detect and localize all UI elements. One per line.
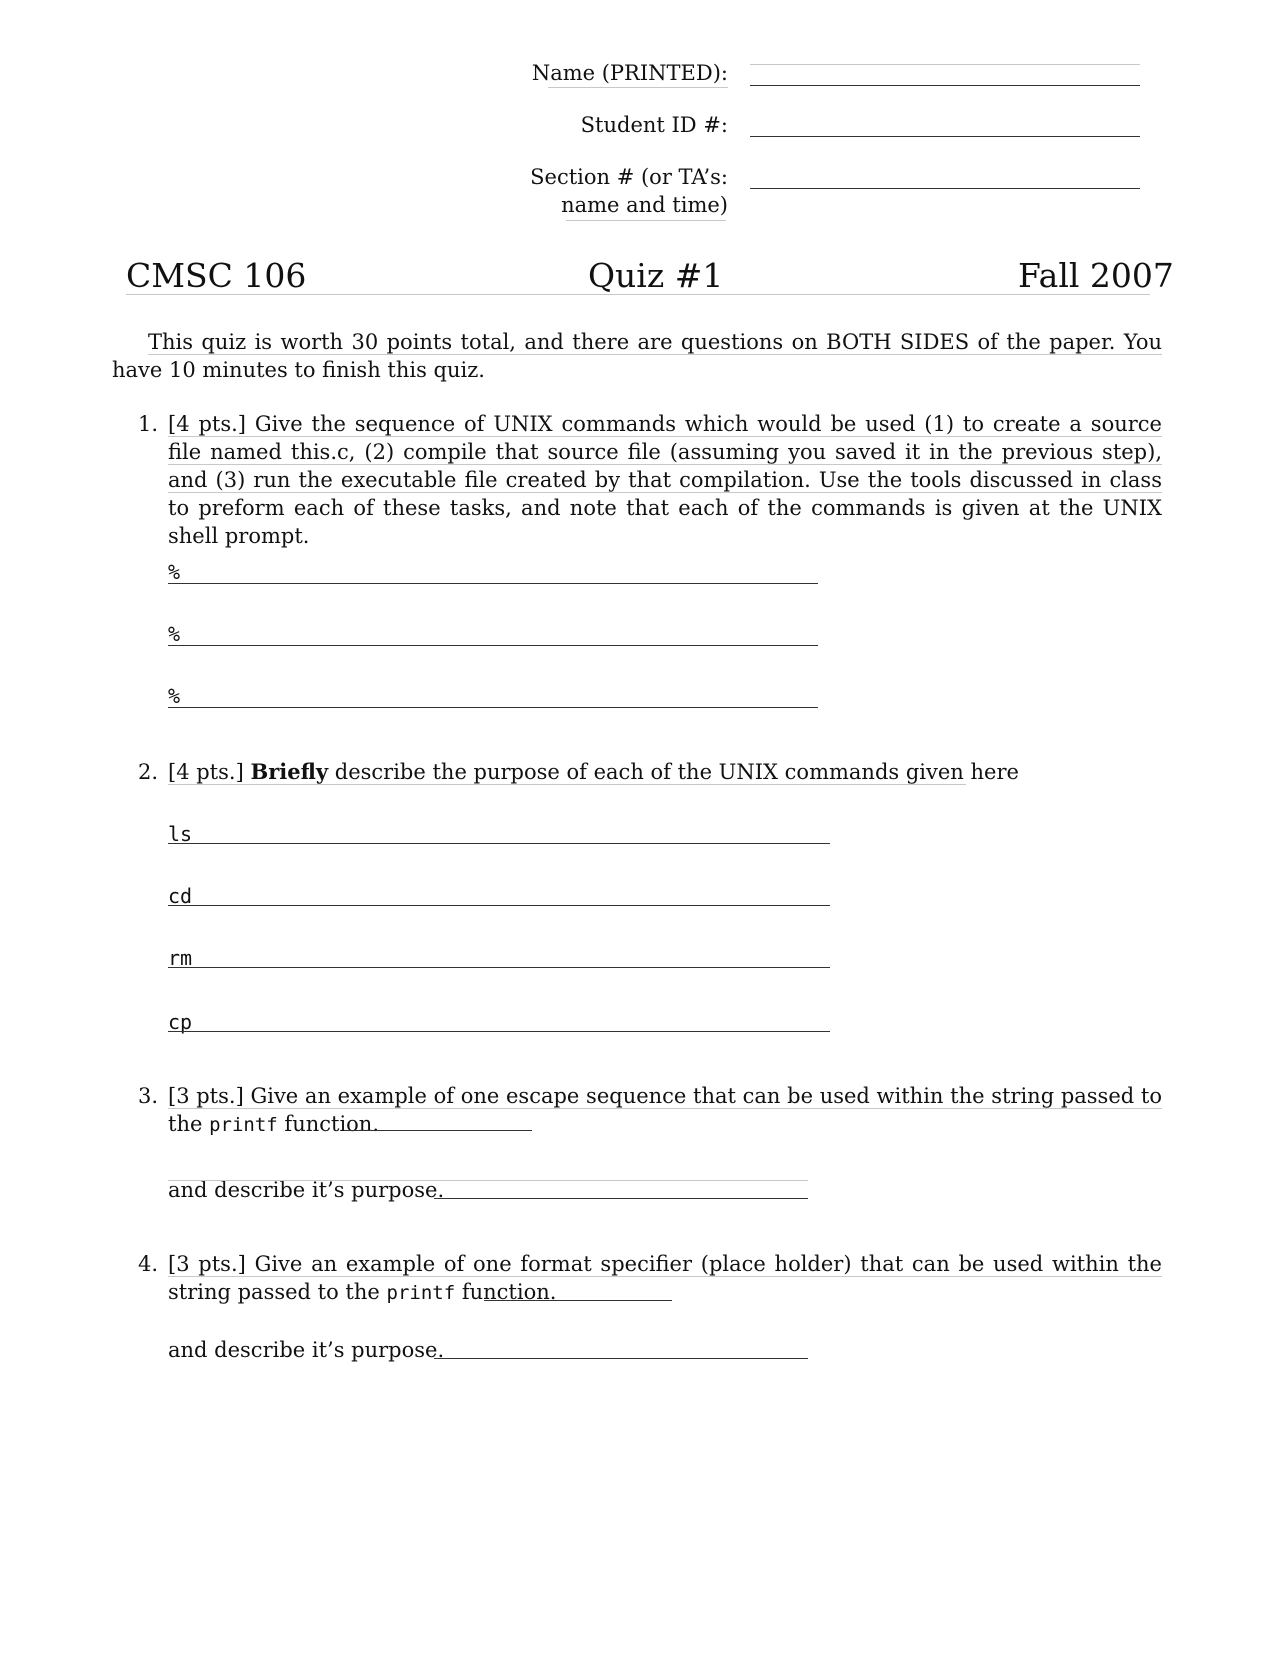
section-field[interactable] (750, 188, 1140, 189)
name-label: Name (PRINTED): (531, 61, 728, 85)
question-4-body-a: Give an example of one format specifier (place holder) that can be used within the string passed to the (168, 1252, 1162, 1304)
question-1-body: Give the sequence of UNIX commands which would be used (1) to create a source file named this.c, (2) compile that source file (assuming you saved it in the previous step), and (3) run the executable file created by that compilation. Use the tools discussed in class to preform each of these tasks, and note that each of the commands is given at the UNIX shell prompt. (168, 412, 1162, 548)
question-4-points: [3 pts.] (168, 1252, 246, 1276)
question-3-number: 3. (138, 1084, 159, 1108)
title-underline (126, 294, 1150, 295)
question-4-body-b: function. (461, 1280, 557, 1304)
answer-line-cd[interactable] (168, 905, 830, 906)
question-2-underline (168, 784, 966, 785)
intro-underline (148, 354, 1162, 355)
question-1-points: [4 pts.] (168, 412, 246, 436)
question-4-text (168, 1250, 1162, 1307)
question-4-underline (168, 1276, 1162, 1277)
student-id-field[interactable] (750, 136, 1140, 137)
question-2-body: describe the purpose of each of the UNIX commands given here (334, 760, 1019, 784)
term-title: Fall 2007 (1018, 256, 1174, 295)
question-3-body-b: function. (284, 1112, 380, 1136)
answer-line-command-3[interactable] (168, 707, 818, 708)
name-field[interactable] (750, 85, 1140, 86)
question-4-number: 4. (138, 1252, 159, 1276)
question-1-underline-a (168, 436, 1162, 437)
section-label-line2: name and time) (561, 193, 728, 217)
section-label-line1: Section # (or TA’s: (530, 165, 728, 189)
quiz-title: Quiz #1 (588, 256, 724, 295)
question-3-describe-upper (168, 1180, 808, 1181)
question-3-text (168, 1082, 1162, 1139)
command-ls: ls (168, 822, 193, 846)
answer-line-escape-sequence[interactable] (344, 1130, 532, 1131)
question-2-points: [4 pts.] (168, 760, 244, 784)
question-3-body-a: Give an example of one escape sequence that can be used within the string passed to the (168, 1084, 1162, 1136)
question-4-code: printf (386, 1282, 456, 1304)
intro-paragraph (112, 328, 1162, 384)
answer-line-command-1[interactable] (168, 583, 818, 584)
intro-text: This quiz is worth 30 points total, and there are questions on BOTH SIDES of the paper. You have 10 minutes to finish this quiz. (112, 330, 1162, 382)
answer-line-escape-purpose[interactable] (434, 1198, 808, 1199)
prompt-symbol-2: % (168, 622, 181, 646)
answer-line-ls[interactable] (168, 843, 830, 844)
question-4-describe: and describe it’s purpose. (168, 1338, 445, 1362)
command-cp: cp (168, 1010, 193, 1034)
question-3-underline (168, 1108, 1162, 1109)
section-label-underline (566, 220, 726, 221)
student-id-label: Student ID #: (580, 113, 728, 137)
answer-line-cp[interactable] (168, 1031, 830, 1032)
answer-line-rm[interactable] (168, 967, 830, 968)
name-label-underline (548, 87, 728, 88)
command-rm: rm (168, 946, 193, 970)
name-field-upper (750, 64, 1140, 65)
question-2-number: 2. (138, 760, 159, 784)
answer-line-format-purpose[interactable] (434, 1358, 808, 1359)
question-2-bold: Briefly (250, 759, 329, 784)
question-1-text (168, 410, 1162, 550)
prompt-symbol-3: % (168, 684, 181, 708)
question-3-describe: and describe it’s purpose. (168, 1178, 445, 1202)
question-3-points: [3 pts.] (168, 1084, 244, 1108)
question-1-number: 1. (138, 412, 159, 436)
answer-line-format-specifier[interactable] (484, 1300, 672, 1301)
prompt-symbol-1: % (168, 560, 181, 584)
question-1-underline-c (168, 492, 1162, 493)
question-3-code: printf (209, 1114, 278, 1136)
command-cd: cd (168, 884, 193, 908)
course-title: CMSC 106 (126, 256, 307, 295)
answer-line-command-2[interactable] (168, 645, 818, 646)
question-1-underline-b (168, 464, 1162, 465)
question-2-text (168, 758, 1162, 786)
